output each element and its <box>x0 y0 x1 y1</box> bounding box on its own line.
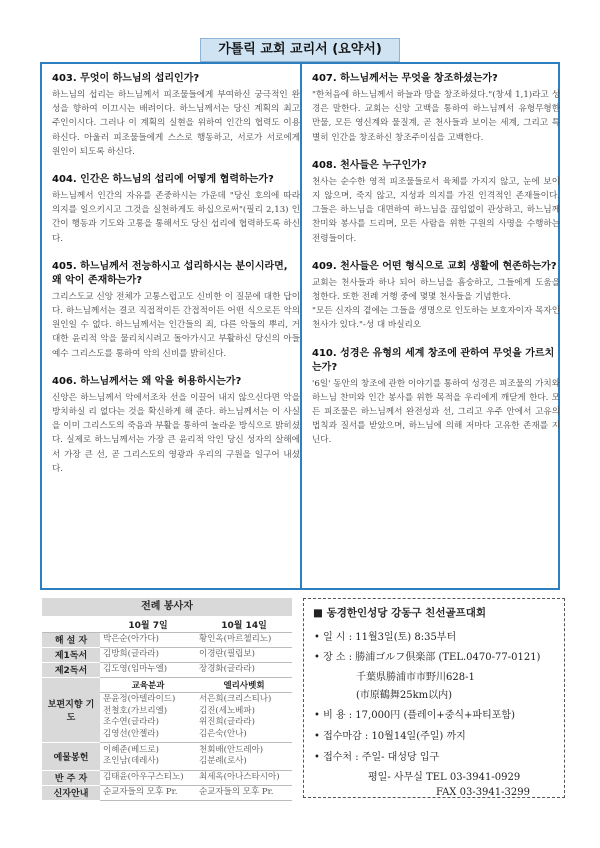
assignee: 김영선(안젤라) <box>103 728 159 739</box>
answer: "한처음에 하느님께서 하늘과 땅을 창조하셨다."(창세 1,1)라고 성경은 말한다. 교회는 신앙 고백을 통하여 하느님께서 유형무형한 만물, 모든 영신계와 물질계, 곧 천사들과 보이는 세계, 그리고 특별히 인간을 창조하신 창조주이심을 고백한다. <box>312 90 560 143</box>
question: 403. 무엇이 하느님의 섭리인가? <box>52 73 200 84</box>
role-label: 반 주 자 <box>42 770 100 785</box>
assignee: 순교자들의 모후 Pr. <box>100 785 196 800</box>
golf-fee: • 비 용 : 17,000円 (플레이+중식+파티포함) <box>314 710 515 721</box>
assignee: 장경화(글라라) <box>196 662 292 677</box>
schedule-table <box>42 617 292 801</box>
assignee: 이경란(필립보) <box>196 647 292 662</box>
group-label: 교육분과 <box>100 677 196 692</box>
assignee: 천회배(안드레아) <box>199 744 264 755</box>
answer: 하느님의 섭리는 하느님께서 피조물들에게 부여하신 궁극적인 완성을 향하여 이끄시는 배려이다. 하느님께서는 당신 계획의 최고 주인이시다. 그러나 이 계획의 실현을 위하여 인간의 협력도 이용하신다. 아울러 피조물들에게 스스로 행동하고, 서로가 서로에게 원인이 되도록 하신다. <box>52 90 300 157</box>
qa-item <box>52 375 300 476</box>
assignee: 조인남(데레사) <box>103 756 159 766</box>
assignee: 김분례(로사) <box>199 756 247 766</box>
question: 405. 하느님께서 전능하시고 섭리하시는 분이시라면, 왜 악이 존재하는가? <box>52 260 288 286</box>
assignee: 황인옥(마르첼리노) <box>196 632 292 647</box>
golf-office-fax: FAX 03-3941-3299 <box>436 787 530 798</box>
golf-address: 千葉県勝浦市市野川628-1 <box>356 672 475 683</box>
catechism-right-column <box>312 72 560 462</box>
question: 404. 인간은 하느님의 섭리에 어떻게 협력하는가? <box>52 174 274 186</box>
assignee: 서은희(크리스티나) <box>199 694 272 704</box>
answer: 하느님께서 인간의 자유를 존중하시는 가운데 "당신 호의에 따라 의지를 일으키시고 그것을 실천하게도 하십으로써"(필리 2,13) 인간이 행동과 기도와 고통을 통해서도 당신 섭리에 협력하도록 하신다. <box>52 191 300 244</box>
schedule-title: 전례 봉사자 <box>42 598 292 616</box>
role-label: 제1독서 <box>42 647 100 662</box>
question: 410. 성경은 유형의 세계 창조에 관하여 무엇을 가르치는가? <box>312 347 555 373</box>
assignee: 김은숙(안나) <box>199 728 247 739</box>
golf-deadline: • 접수마감 : 10월14일(주일) 까지 <box>314 731 466 742</box>
column-divider <box>300 64 302 588</box>
assignee-list <box>196 742 292 770</box>
assignee: 김도영(임마누엘) <box>100 662 196 677</box>
qa-item <box>312 347 560 448</box>
golf-date: • 일 시 : 11월3일(토) 8:35부터 <box>314 632 457 643</box>
answer: 천사는 순수한 영적 피조물들로서 육체를 가지지 않고, 눈에 보이지 않으며, 죽지 않고, 지성과 의지를 가진 인격적인 존재들이다. 그들은 하느님을 대면하여 하느님을 끊임없이 관상하고, 하느님께 찬미와 봉사를 드리며, 모든 사람을 위한 구원의 사명을 수행하는 전령들이다. <box>312 176 560 244</box>
qa-item <box>52 72 300 159</box>
golf-title: ■ 동경한인성당 강동구 친선골프대회 <box>313 607 487 619</box>
table-row <box>42 770 292 785</box>
qa-item <box>52 173 300 246</box>
schedule-date-row <box>42 617 292 632</box>
qa-item <box>312 72 560 145</box>
date-1: 10월 7일 <box>100 617 196 632</box>
role-label: 해 설 자 <box>42 632 100 647</box>
golf-office-tel: 평일- 사무실 TEL 03-3941-0929 <box>368 772 521 783</box>
assignee: 전철호(가브리엘) <box>103 705 168 716</box>
table-row <box>42 662 292 677</box>
golf-distance: (市原鶴舞25km以内) <box>356 690 453 701</box>
qa-item <box>312 260 560 333</box>
role-label: 예물봉헌 <box>42 742 100 770</box>
question: 409. 천사들은 어떤 형식으로 교회 생활에 현존하는가? <box>312 260 557 272</box>
assignee: 순교자들의 모후 Pr. <box>196 785 292 800</box>
assignee-list <box>100 692 196 742</box>
catechism-left-column <box>52 72 300 490</box>
table-row <box>42 742 292 770</box>
answer: 그리스도교 신앙 전체가 고통스럽고도 신비한 이 질문에 대한 답이다. 하느님께서는 결코 직접적이든 간접적이든 어떤 식으로든 악의 원인일 수 없다. 하느님께서는 인간들의 죄, 다른 악들의 뿌리, 거대한 윤리적 악을 물리치시려고 돌아가시고 부활하신 당신의 아들 예수 그리스도를 통하여 악의 신비를 밝히신다. <box>52 291 300 359</box>
role-label: 보편지향 기 도 <box>42 677 100 742</box>
role-label: 제2독서 <box>42 662 100 677</box>
assignee: 김태윤(아우구스티노) <box>100 770 196 785</box>
assignee: 최세옥(아나스타시아) <box>196 770 292 785</box>
answer: '6일' 동안의 창조에 관한 이야기를 통하여 성경은 피조물의 가치와 하느님 찬미와 인간 봉사를 위한 목적을 우리에게 깨닫게 한다. 모든 피조물은 하느님께서 완전성과 선, 그리고 우주 안에서 고유의 법칙과 질서를 받았으며, 하느님에 의해 저마다 고유한 존재를 지닌다. <box>312 378 560 446</box>
table-row <box>42 647 292 662</box>
corner-cell <box>42 617 100 632</box>
assignee: 김방희(글라라) <box>100 647 196 662</box>
document-title: 가톨릭 교회 교리서 (요약서) <box>200 38 400 62</box>
answer: 신앙은 하느님께서 악에서조차 선을 이끌어 내지 않으신다면 악을 방치하실 리 없다는 것을 확신하게 해 준다. 하느님께서는 이 사실을 이미 그리스도의 죽음과 부활을 통하여 놀라운 방식으로 밝히셨다. 실제로 하느님께서는 가장 큰 윤리적 악인 당신 성자의 살해에서 가장 큰 선, 곧 그리스도의 영광과 우리의 구원을 일구어 내셨다. <box>52 392 300 474</box>
assignee-list <box>196 692 292 742</box>
quote: "모든 신자의 곁에는 그들을 생명으로 인도하는 보호자이자 목자인 천사가 있다."-성 대 바실리오 <box>312 306 560 331</box>
table-row <box>42 632 292 647</box>
assignee: 이혜준(베드로) <box>103 744 159 755</box>
question: 406. 하느님께서는 왜 악을 허용하시는가? <box>52 375 242 387</box>
assignee: 김진(세노베파) <box>199 705 255 716</box>
date-2: 10월 14일 <box>196 617 292 632</box>
role-label: 신자안내 <box>42 785 100 800</box>
assignee: 위진희(글라라) <box>199 717 255 727</box>
table-row <box>42 677 292 692</box>
qa-item <box>312 159 560 246</box>
assignee-list <box>100 742 196 770</box>
table-row <box>42 785 292 800</box>
question: 407. 하느님께서는 무엇을 창조하셨는가? <box>312 73 498 84</box>
golf-registration: • 접수처 : 주일- 대성당 입구 <box>314 752 440 763</box>
assignee: 조수연(글라라) <box>103 717 159 727</box>
answer: 교회는 천사들과 하나 되어 하느님을 흠숭하고, 그들에게 도움을 청한다. 또한 전례 거행 중에 몇몇 천사들을 기념한다. <box>312 277 560 303</box>
assignee: 박은순(아가다) <box>100 632 196 647</box>
group-label: 엘리사벳회 <box>196 677 292 692</box>
golf-venue: • 장 소 : 勝浦ゴルフ倶楽部 (TEL.0470-77-0121) <box>314 652 541 663</box>
qa-item <box>52 260 300 361</box>
assignee: 문윤정(아델라이드) <box>103 694 176 704</box>
question: 408. 천사들은 누구인가? <box>312 159 427 171</box>
